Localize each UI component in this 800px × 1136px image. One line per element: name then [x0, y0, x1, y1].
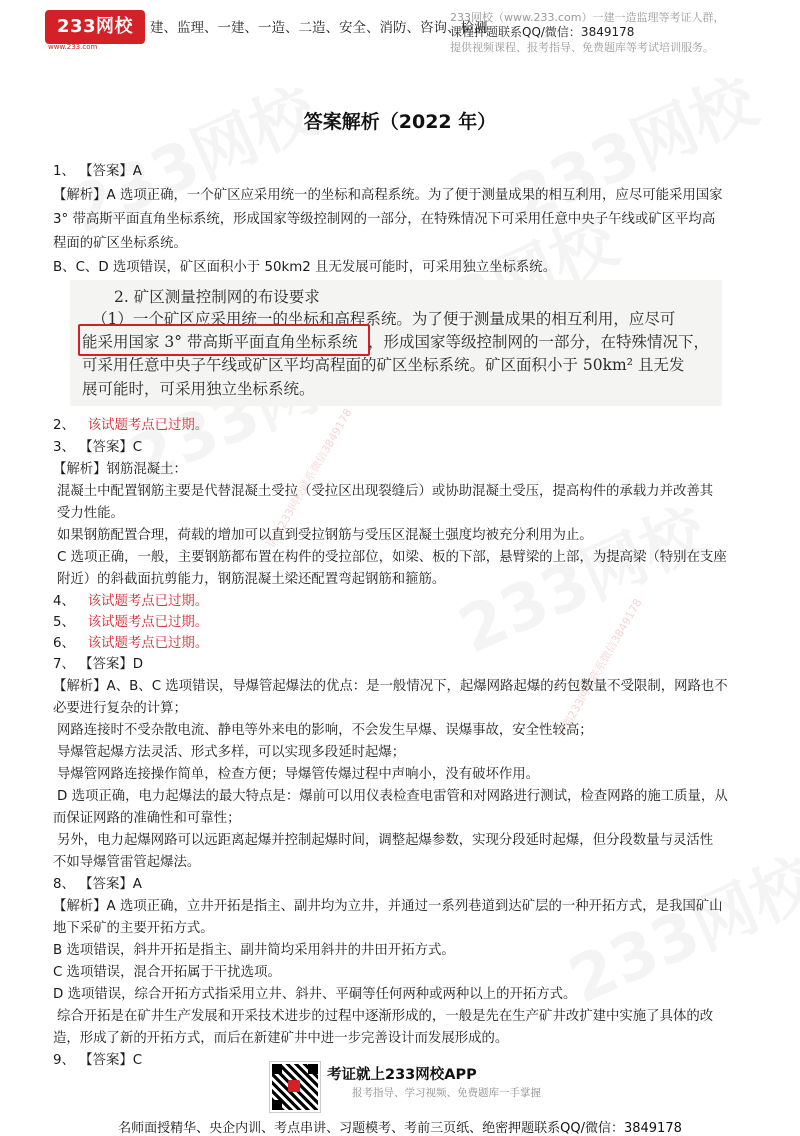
excerpt-heading: 2. 矿区测量控制网的布设要求 — [114, 288, 320, 306]
q3-analysis-line: 【解析】钢筋混凝土： — [53, 462, 187, 477]
q8-analysis-line: C 选项错误，混合开拓属于干扰选项。 — [53, 965, 281, 980]
q3-answer: 3、 【答案】C — [53, 440, 143, 455]
q8-analysis-line: 综合开拓是在矿井生产发展和开采技术进步的过程中逐渐形成的，一般是先在生产矿井改扩建中实施了具体的改 — [57, 1009, 714, 1024]
excerpt-line: ，形成国家等级控制网的一部分，在特殊情况下， — [368, 333, 710, 351]
q1-analysis-line: 程面的矿区坐标系统。 — [53, 236, 187, 251]
watermark-logo — [443, 481, 719, 671]
watermark-vertical: 请到233网校联系微信3849178 — [264, 406, 355, 550]
excerpt-line: （1）一个矿区应采用统一的坐标和高程系统。为了便于测量成果的相互利用，应尽可 — [92, 310, 676, 328]
q2-item — [53, 416, 208, 435]
q7-analysis-line: 不如导爆管雷管起爆法。 — [53, 855, 201, 870]
q7-analysis-line: 另外，电力起爆网路可以远距离起爆并控制起爆时间，调整起爆参数，实现分段延时起爆，但分段数量与灵活性 — [57, 833, 714, 848]
q6-number: 6、 — [53, 636, 75, 651]
watermark-vertical: 请到233网校联系微信3849178 — [554, 596, 645, 740]
footer-app-promo: 考证就上233网校APP — [327, 1067, 477, 1083]
q7-analysis-line: 而保证网路的准确性和可靠性； — [53, 811, 241, 826]
q8-analysis-line: 【解析】A 选项正确，立井开拓是指主、副井均为立井，并通过一系列巷道到达矿层的一种开拓方式，是我国矿山 — [53, 899, 723, 914]
header-info-line1: 233网校（www.233.com）一建一造监理等考证人群， — [450, 11, 725, 24]
brand-logo[interactable]: 233网校 — [45, 10, 145, 44]
q1-answer: 1、 【答案】A — [53, 164, 142, 179]
q4-number: 4、 — [53, 594, 75, 609]
q1-analysis-line: 【解析】A 选项正确，一个矿区应采用统一的坐标和高程系统。为了便于测量成果的相互利用，应尽可能采用国家 — [53, 188, 723, 203]
q8-analysis-line: 地下采矿的主要开拓方式。 — [53, 921, 214, 936]
q1-analysis-line: 3° 带高斯平面直角坐标系统，形成国家等级控制网的一部分，在特殊情况下可采用任意中央子午线或矿区平均高 — [53, 212, 716, 227]
q1-analysis-line: B、C、D 选项错误，矿区面积小于 50km2 且无发展可能时，可采用独立坐标系统。 — [53, 260, 557, 275]
q7-analysis-line: 网路连接时不受杂散电流、静电等外来电的影响，不会发生早爆、误爆事故，安全性较高； — [57, 723, 593, 738]
brand-logo-url: www.233.com — [48, 43, 98, 51]
header-info — [450, 10, 780, 55]
page-footer — [0, 1055, 800, 1136]
excerpt-line: 展可能时，可采用独立坐标系统。 — [82, 380, 315, 398]
q7-analysis-line: D 选项正确，电力起爆法的最大特点是：爆前可以用仪表检查电雷管和对网路进行测试，检查网路的施工质量，从 — [57, 789, 728, 804]
excerpt-highlight-text: 能采用国家 3° 带高斯平面直角坐标系统 — [82, 333, 358, 351]
footer-tagline: 报考指导、学习视频、免费题库一手掌握 — [352, 1087, 541, 1099]
q6-expired-note: 该试题考点已过期。 — [87, 636, 209, 651]
excerpt-line: 可采用任意中央子午线或矿区平均高程面的矿区坐标系统。矿区面积小于 50km² 且无发 — [82, 356, 685, 374]
q8-answer: 8、 【答案】A — [53, 877, 142, 892]
qr-logo-icon — [288, 1080, 300, 1092]
q3-analysis-line: C 选项正确，一般，主要钢筋都布置在构件的受拉部位，如梁、板的下部，悬臂梁的上部，为提高梁（特别在支座 — [57, 550, 727, 565]
q3-analysis-line: 如果钢筋配置合理，荷载的增加可以直到受拉钢筋与受压区混凝土强度均被充分利用为止。 — [57, 528, 593, 543]
q7-analysis-line: 必要进行复杂的计算； — [53, 701, 187, 716]
q6-item — [53, 634, 208, 653]
q3-analysis-line: 混凝土中配置钢筋主要是代替混凝土受拉（受拉区出现裂缝后）或协助混凝土受压，提高构件的承载力并改善其 — [57, 484, 714, 499]
header-exam-list: 建、监理、一建、一造、二造、安全、消防、咨询、检测 — [150, 20, 488, 36]
watermark-logo — [553, 831, 800, 1021]
page-title: 答案解析（2022 年） — [303, 111, 497, 133]
q7-analysis-line: 【解析】A、B、C 选项错误，导爆管起爆法的优点：是一般情况下，起爆网路起爆的药包数量不受限制，网路也不 — [53, 679, 728, 694]
q8-analysis-line: B 选项错误，斜井开拓是指主、副井简均采用斜井的井田开拓方式。 — [53, 943, 455, 958]
q8-analysis-line: D 选项错误，综合开拓方式指采用立井、斜井、平硐等任何两种或两种以上的开拓方式。 — [53, 987, 577, 1002]
q2-expired-note: 该试题考点已过期。 — [87, 418, 209, 433]
footer-contact: 名师面授精华、央企内训、考点串讲、习题模考、考前三页纸、绝密押题联系QQ/微信：3849178 — [118, 1121, 682, 1136]
q4-item — [53, 592, 208, 611]
q5-number: 5、 — [53, 615, 75, 630]
q7-answer: 7、 【答案】D — [53, 657, 144, 672]
textbook-excerpt — [70, 280, 722, 406]
page-header — [0, 0, 800, 52]
q7-analysis-line: 导爆管网路连接操作简单，检查方便；导爆管传爆过程中声响小，没有破坏作用。 — [57, 767, 540, 782]
q3-analysis-line: 受力性能。 — [57, 506, 124, 521]
q9-answer: 9、 【答案】C — [53, 1053, 143, 1068]
q5-item — [53, 613, 208, 632]
q4-expired-note: 该试题考点已过期。 — [87, 594, 209, 609]
header-contact: 课程押题联系QQ/微信：3849178 — [450, 25, 635, 39]
q7-analysis-line: 导爆管起爆方法灵活、形式多样，可以实现多段延时起爆； — [57, 745, 406, 760]
q8-analysis-line: 造，形成了新的开拓方式，而后在新建矿井中进一步完善设计而发展形成的。 — [53, 1031, 509, 1046]
header-info-line3: 提供视频课程、报考指导、免费题库等考试培训服务。 — [450, 41, 714, 54]
q5-expired-note: 该试题考点已过期。 — [87, 615, 209, 630]
q3-analysis-line: 附近）的斜截面抗剪能力，钢筋混凝土梁还配置弯起钢筋和箍筋。 — [57, 572, 446, 587]
q2-number: 2、 — [53, 418, 75, 433]
